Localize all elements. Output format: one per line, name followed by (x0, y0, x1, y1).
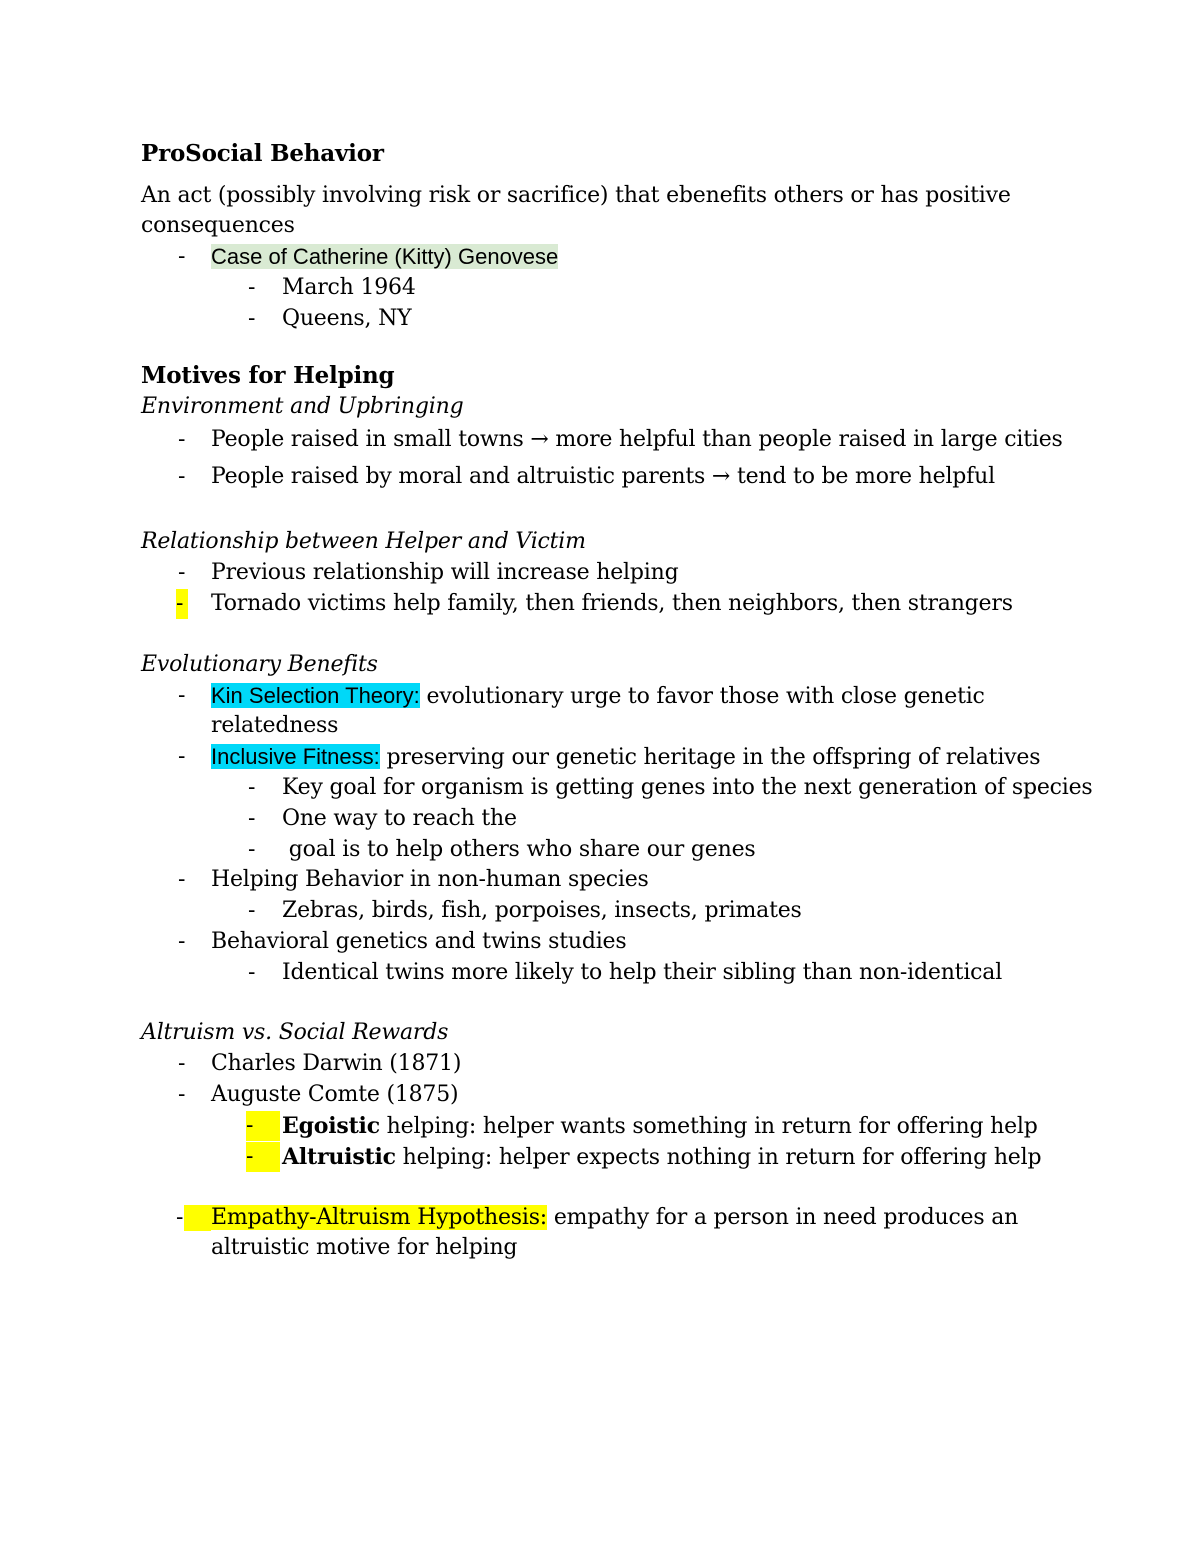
bullet-dash-highlighted: - (246, 1142, 280, 1172)
inclusive-fitness-term: Inclusive Fitness: (211, 744, 380, 769)
bullet-dash: - (178, 464, 186, 489)
bullet-dash: - (178, 929, 186, 954)
kin-selection-item (211, 681, 985, 712)
egoistic-term: Egoistic (282, 1113, 380, 1139)
nonhuman-sub: Zebras, birds, fish, porpoises, insects, primates (282, 898, 802, 923)
empathy-altruism-item (211, 1203, 1018, 1233)
empathy-altruism-definition-cont: altruistic motive for helping (211, 1235, 518, 1260)
env-item-1: People raised in small towns → more helpful than people raised in large cities (211, 427, 1063, 452)
subheading-altruism: Altruism vs. Social Rewards (141, 1020, 449, 1045)
bullet-dash: - (178, 744, 186, 769)
bullet-dash: - (248, 960, 256, 985)
section-title-motives: Motives for Helping (141, 362, 395, 389)
altruistic-term: Altruistic (282, 1144, 396, 1170)
case-date: March 1964 (282, 275, 416, 300)
bullet-dash: - (248, 775, 256, 800)
nonhuman-item: Helping Behavior in non-human species (211, 867, 649, 892)
kin-selection-definition-cont: relatedness (211, 713, 339, 738)
subheading-relationship: Relationship between Helper and Victim (141, 529, 586, 554)
empathy-altruism-definition: empathy for a person in need produces an (547, 1205, 1019, 1230)
egoistic-item (282, 1111, 1038, 1142)
bullet-dash: - (178, 683, 186, 708)
case-highlight: Case of Catherine (Kitty) Genovese (211, 244, 559, 269)
bullet-dash: - (248, 837, 256, 862)
bullet-dash: - (248, 806, 256, 831)
bullet-dash-highlighted: - (246, 1111, 280, 1141)
altruistic-definition: helping: helper expects nothing in return for offering help (395, 1145, 1042, 1170)
egoistic-definition: helping: helper wants something in return for offering help (379, 1114, 1038, 1139)
empathy-altruism-term: Empathy-Altruism Hypothesis: (211, 1205, 548, 1230)
inclusive-fitness-sub-2: One way to reach the (282, 806, 517, 831)
bullet-dash: - (178, 427, 186, 452)
case-place: Queens, NY (282, 306, 412, 331)
highlight-gap (184, 1205, 211, 1231)
rel-item-2: Tornado victims help family, then friends, then neighbors, then strangers (211, 591, 1013, 616)
genetics-item: Behavioral genetics and twins studies (211, 929, 627, 954)
inclusive-fitness-sub-1: Key goal for organism is getting genes into the next generation of species (282, 775, 1093, 800)
inclusive-fitness-item (211, 742, 1040, 773)
inclusive-fitness-definition: preserving our genetic heritage in the offspring of relatives (379, 745, 1041, 770)
bullet-dash-highlighted: - (176, 589, 188, 619)
bullet-dash: - (178, 1051, 186, 1076)
definition-line-1: An act (possibly involving risk or sacrifice) that ebenefits others or has positive (141, 183, 1011, 208)
bullet-dash: - (178, 1082, 186, 1107)
genetics-sub: Identical twins more likely to help their sibling than non-identical (282, 960, 1003, 985)
definition-line-2: consequences (141, 213, 295, 238)
bullet-dash: - (178, 244, 186, 269)
comte-item: Auguste Comte (1875) (211, 1082, 459, 1107)
case-item (211, 242, 558, 272)
altruistic-item (282, 1142, 1041, 1173)
darwin-item: Charles Darwin (1871) (211, 1051, 462, 1076)
bullet-dash: - (248, 306, 256, 331)
section-title-prosocial: ProSocial Behavior (141, 140, 384, 167)
kin-selection-term: Kin Selection Theory: (211, 683, 420, 708)
bullet-dash: - (178, 560, 186, 585)
bullet-dash: - (248, 275, 256, 300)
bullet-dash: - (176, 1205, 184, 1230)
subheading-evolutionary: Evolutionary Benefits (141, 652, 378, 677)
bullet-dash: - (178, 867, 186, 892)
inclusive-fitness-sub-3: goal is to help others who share our genes (282, 837, 756, 862)
subheading-environment: Environment and Upbringing (141, 394, 464, 419)
bullet-dash: - (248, 898, 256, 923)
kin-selection-definition: evolutionary urge to favor those with close genetic (419, 684, 985, 709)
rel-item-1: Previous relationship will increase helping (211, 560, 679, 585)
env-item-2: People raised by moral and altruistic parents → tend to be more helpful (211, 464, 995, 489)
